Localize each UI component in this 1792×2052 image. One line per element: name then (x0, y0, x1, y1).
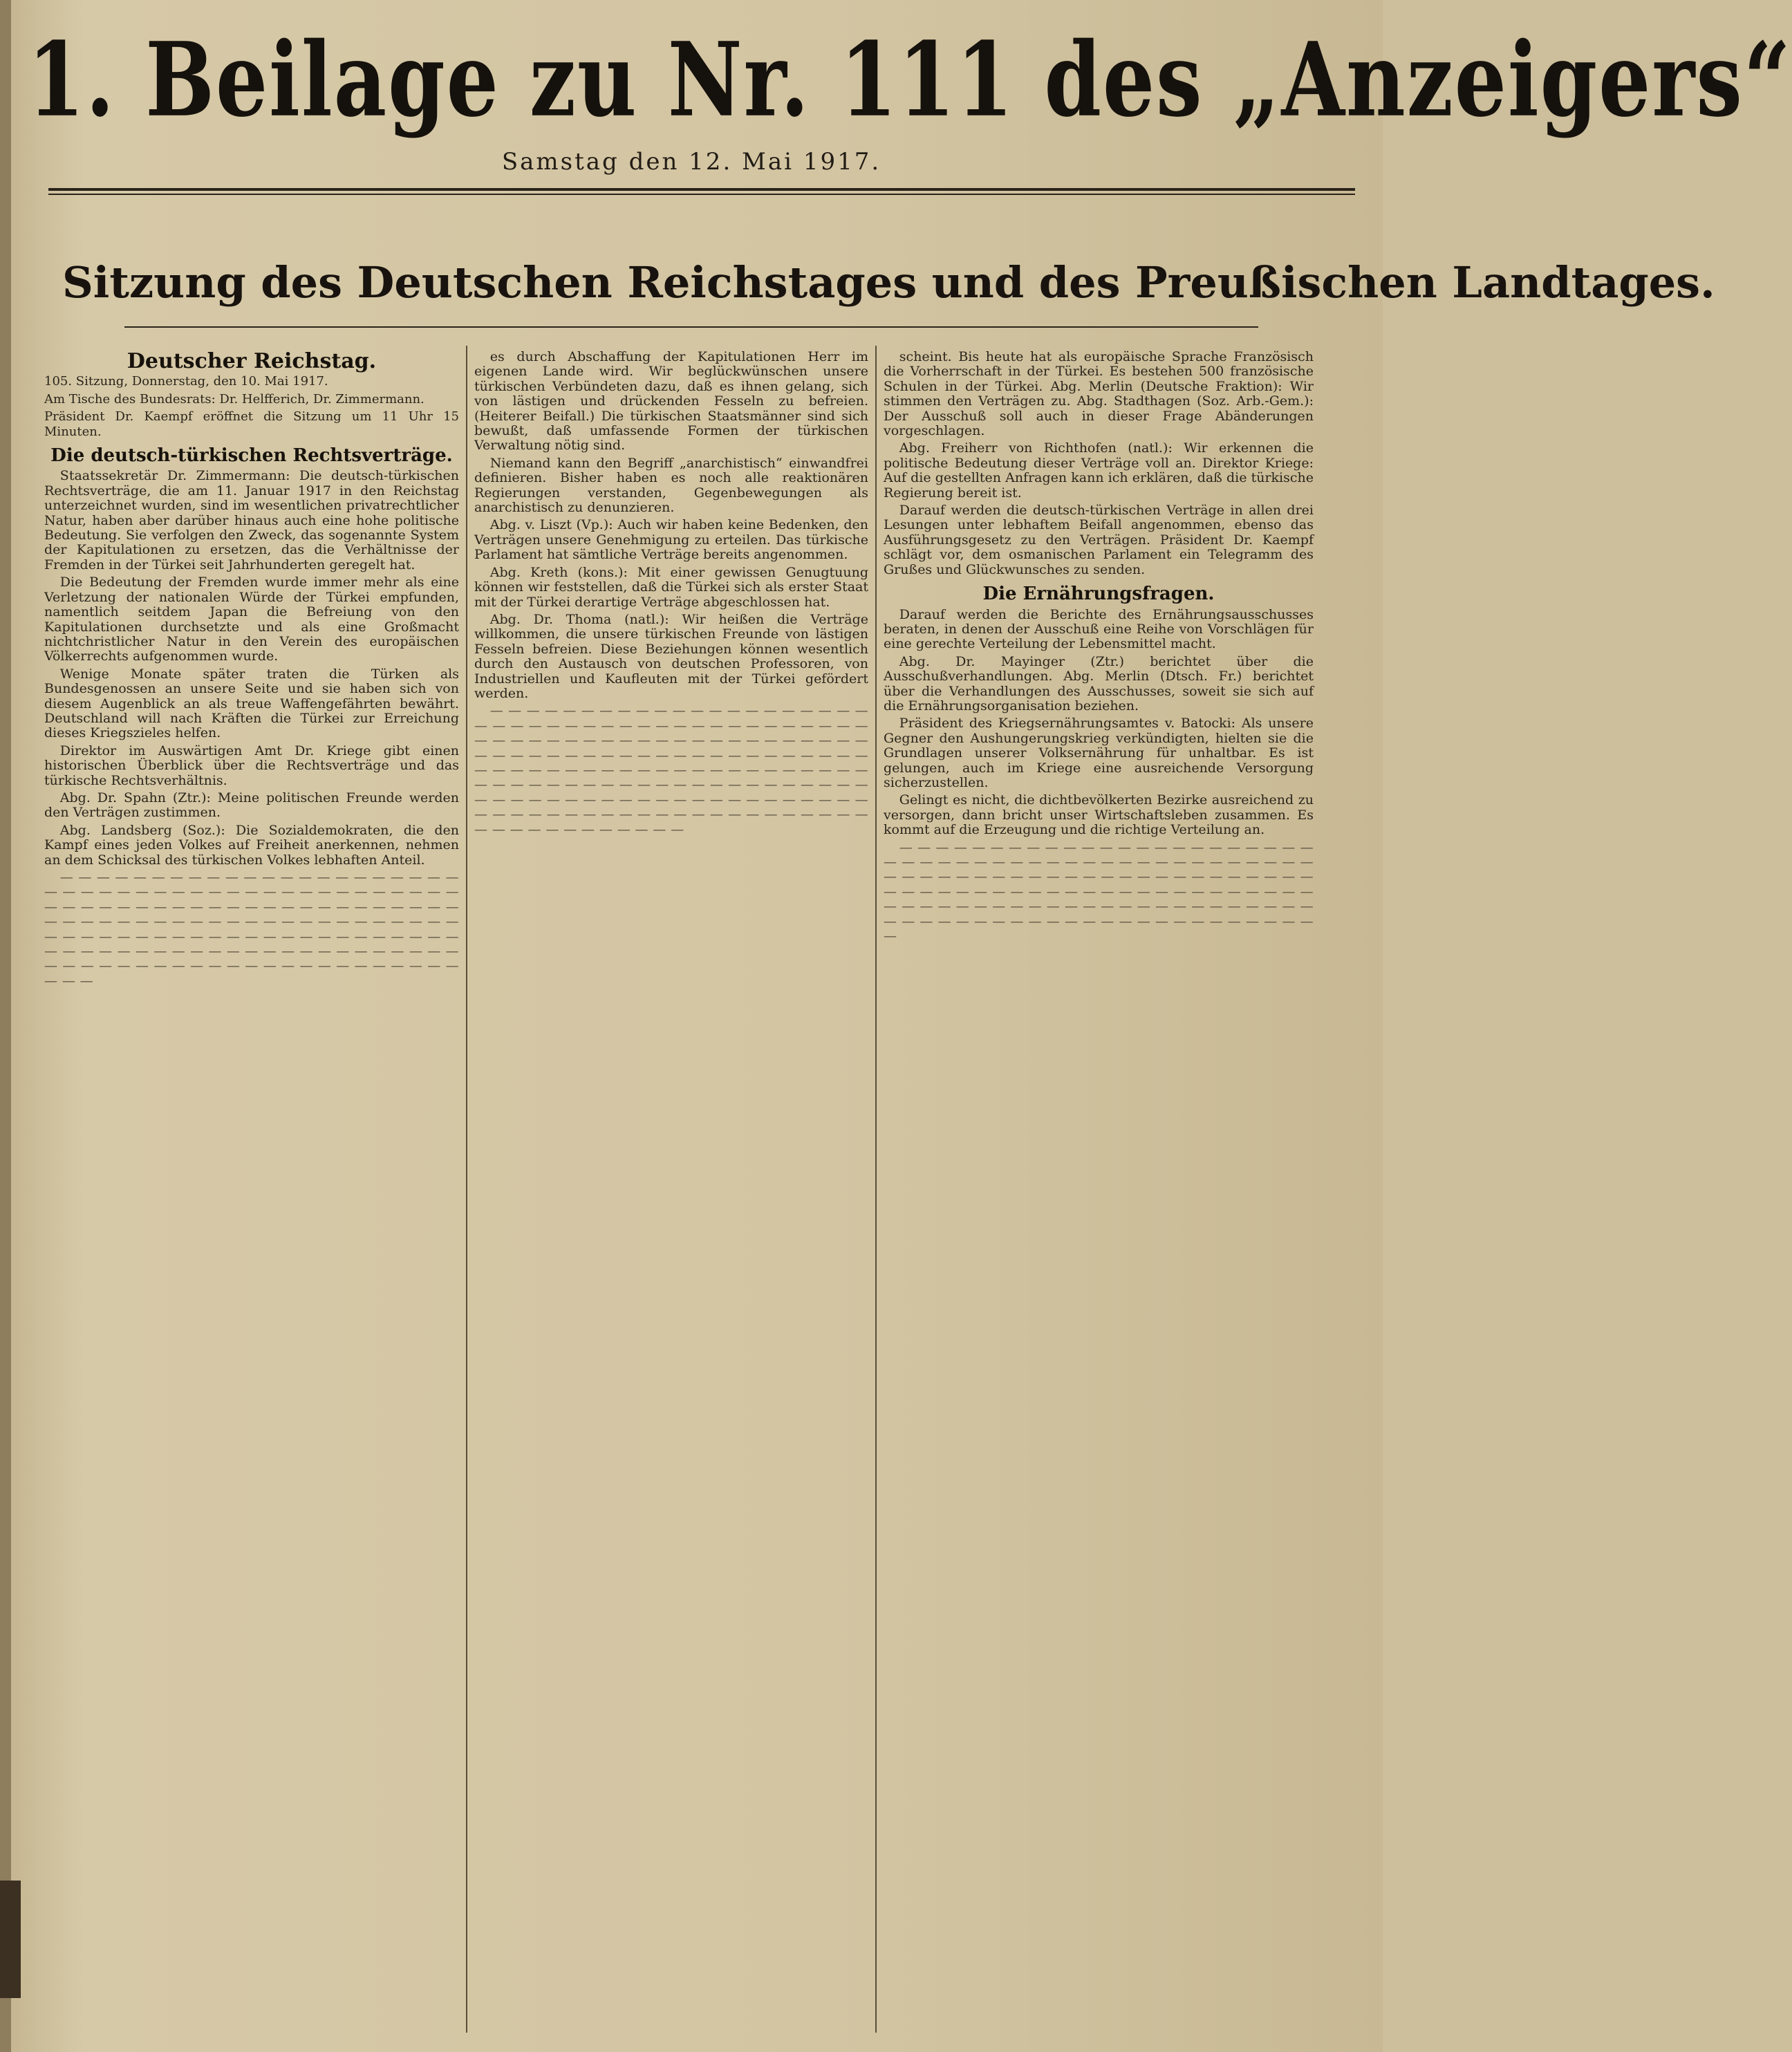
paragraph: Abg. Dr. Mayinger (Ztr.) berichtet über die Ausschußverhandlungen. Abg. Merlin (Dtsch. Fr.) berichtet über die Verhandlungen des Ausschusses, soweit sie sich auf die Ernährungsorganisation beziehen. (884, 653, 1314, 713)
subheading-ernaehrungsfragen: Die Ernährungsfragen. (982, 584, 1215, 605)
paragraph: Abg. Dr. Thoma (natl.): Wir heißen die Verträge willkommen, die unsere türkischen Freunde von lästigen Fesseln befreien. Diese Beziehungen können wesentlich durch den Austausch von deutschen Professoren, von Industriellen und Kaufleuten mit der Türkei gefördert werden. (474, 611, 868, 701)
column-divider-2 (875, 346, 877, 2033)
column-3 (884, 350, 1314, 2037)
paragraph: Abg. Dr. Spahn (Ztr.): Meine politischen Freunde werden den Verträgen zustimmen. (44, 790, 459, 821)
paragraph: Abg. v. Liszt (Vp.): Auch wir haben keine Bedenken, den Verträgen unsere Genehmigung zu erteilen. Das türkische Parlament hat sämtliche Verträge bereits angenommen. (474, 517, 868, 563)
column-divider-1 (466, 346, 467, 2033)
page-edge-shadow (0, 0, 11, 2052)
paragraph: scheint. Bis heute hat als europäische Sprache Französisch die Vorherrschaft in der Türkei. Es bestehen 500 französische Schulen in der Türkei. Abg. Merlin (Deutsche Fraktion): Wir stimmen den Verträgen zu. Abg. Stadthagen (Soz. Arb.-Gem.): Der Ausschuß soll auch in dieser Frage Abänderungen vorgeschlagen. (884, 349, 1314, 439)
paragraph: Gelingt es nicht, die dichtbevölkerten Bezirke ausreichend zu versorgen, dann bricht unser Wirtschaftsleben zusammen. Es kommt auf die Erzeugung und die richtige Verteilung an. (884, 792, 1314, 838)
filler-text: — — — — — — — — — — — — — — — — — — — — — — — — — — — — — — — — — — — — — — — — — — — — — — — — — — — — — — — — — — — — — — — — — — — — — — — — — — — — — — — — — — — — — — — — — — — — — — — — — — — — — — — — — — — — — — — — — — — — — — — — — — — — — — — — — — — — — — — — — — — — — — — — — — — — — — — — — — — — — — — — — — — (44, 870, 459, 989)
session-line: 105. Sitzung, Donnerstag, den 10. Mai 1917. (44, 374, 328, 389)
paragraph: Niemand kann den Begriff „anarchistisch“ einwandfrei definieren. Bisher haben es noch alle reaktionären Regierungen verstanden, Gegenbewegungen als anarchistisch zu denunzieren. (474, 455, 868, 516)
subheading-rechtsvertraege: Die deutsch-türkischen Rechtsverträge. (50, 445, 453, 467)
opening-line: Präsident Dr. Kaempf eröffnet die Sitzung um 11 Uhr 15 Minuten. (44, 409, 459, 439)
paragraph: Staatssekretär Dr. Zimmermann: Die deutsch-türkischen Rechtsverträge, die am 11. Januar 1917 in den Reichstag unterzeichnet wurden, sind im wesentlichen privatrechtlicher Natur, haben aber darüber hinaus auch eine hohe politische Bedeutung. Sie verfolgen den Zweck, das sogenannte System der Kapitulationen zu ersetzen, das die Verhältnisse der Fremden in der Türkei seit Jahrhunderten geregelt hat. (44, 468, 459, 572)
column-2 (474, 350, 868, 2037)
column-1 (44, 350, 459, 2037)
paragraph: Abg. Kreth (kons.): Mit einer gewissen Genugtuung können wir feststellen, daß die Türkei sich als erster Staat mit der Türkei derartige Verträge abgeschlossen hat. (474, 564, 868, 610)
filler-text: — — — — — — — — — — — — — — — — — — — — — — — — — — — — — — — — — — — — — — — — — — — — — — — — — — — — — — — — — — — — — — — — — — — — — — — — — — — — — — — — — — — — — — — — — — — — — — — — — — — — — — — — — — — — — — — — — — — — — — — — — — — — — — — — — — — — — — — — — — — — — — — — (884, 839, 1314, 944)
headline-rule (124, 326, 1258, 328)
paragraph: Abg. Landsberg (Soz.): Die Sozialdemokraten, die den Kampf eines jeden Volkes auf Freiheit anerkennen, nehmen an dem Schicksal des türkischen Volkes lebhaften Anteil. (44, 822, 459, 868)
paragraph: Darauf werden die Berichte des Ernährungsausschusses beraten, in denen der Ausschuß eine Reihe von Vorschlägen für eine gerechte Verteilung der Lebensmittel macht. (884, 606, 1314, 652)
masthead-rule-thin (48, 194, 1355, 195)
paragraph: Abg. Freiherr von Richthofen (natl.): Wir erkennen die politische Bedeutung dieser Verträge voll an. Direktor Kriege: Auf die gestellten Anfragen kann ich erklären, daß die türkische Regierung bereit ist. (884, 440, 1314, 501)
paragraph: Darauf werden die deutsch-türkischen Verträge in allen drei Lesungen unter lebhaftem Beifall angenommen, ebenso das Ausführungsgesetz zu den Verträgen. Präsident Dr. Kaempf schlägt vor, dem osmanischen Parlament ein Telegramm des Grußes und Glückwunsches zu senden. (884, 503, 1314, 577)
section-heading-reichstag: Deutscher Reichstag. (127, 349, 377, 373)
dateline: Samstag den 12. Mai 1917. (501, 148, 881, 176)
paragraph: Direktor im Auswärtigen Amt Dr. Kriege gibt einen historischen Überblick über die Rechtsverträge und das türkische Rechtsverhältnis. (44, 743, 459, 788)
main-headline: Sitzung des Deutschen Reichstages und des Preußischen Landtages. (62, 257, 1715, 308)
paragraph: Präsident des Kriegsernährungsamtes v. Batocki: Als unsere Gegner den Aushungerungskrieg verkündigten, hielten sie die Grundlagen unserer Volksernährung für unhaltbar. Es ist gelungen, auch im Kriege eine ausreichende Versorgung sicherzustellen. (884, 716, 1314, 790)
attendance-line: Am Tische des Bundesrats: Dr. Helfferich, Dr. Zimmermann. (44, 391, 424, 407)
paragraph: es durch Abschaffung der Kapitulationen Herr im eigenen Lande wird. Wir beglückwünschen unsere türkischen Verbündeten dazu, daß es ihnen gelang, sich von lästigen und drückenden Fesseln zu befreien. (Heiterer Beifall.) Die türkischen Staatsmänner sind sich bewußt, daß umfassende Formen der türkischen Verwaltung nötig sind. (474, 349, 868, 454)
masthead-rule (48, 188, 1355, 191)
binding-tab (0, 1881, 21, 1998)
filler-text: — — — — — — — — — — — — — — — — — — — — — — — — — — — — — — — — — — — — — — — — — — — — — — — — — — — — — — — — — — — — — — — — — — — — — — — — — — — — — — — — — — — — — — — — — — — — — — — — — — — — — — — — — — — — — — — — — — — — — — — — — — — — — — — — — — — — — — — — — — — — — — — — — — — — — — — — — — — — — — — — — — — — — — — — — — — — — — — — — — — — — — — — — — — (474, 703, 868, 837)
paragraph: Wenige Monate später traten die Türken als Bundesgenossen an unsere Seite und sie haben sich von diesem Augenblick an als treue Waffengefährten bewährt. Deutschland will nach Kräften die Türkei zur Erreichung dieses Kriegszieles helfen. (44, 666, 459, 741)
masthead-title: 1. Beilage zu Nr. 111 des „Anzeigers“ (28, 19, 1792, 140)
paragraph: Die Bedeutung der Fremden wurde immer mehr als eine Verletzung der nationalen Würde der Türkei empfunden, namentlich seitdem Japan die Befreiung von den Kapitulationen durchsetzte und als eine Großmacht nichtchristlicher Natur in den Verein des europäischen Völkerrechts aufgenommen wurde. (44, 575, 459, 664)
